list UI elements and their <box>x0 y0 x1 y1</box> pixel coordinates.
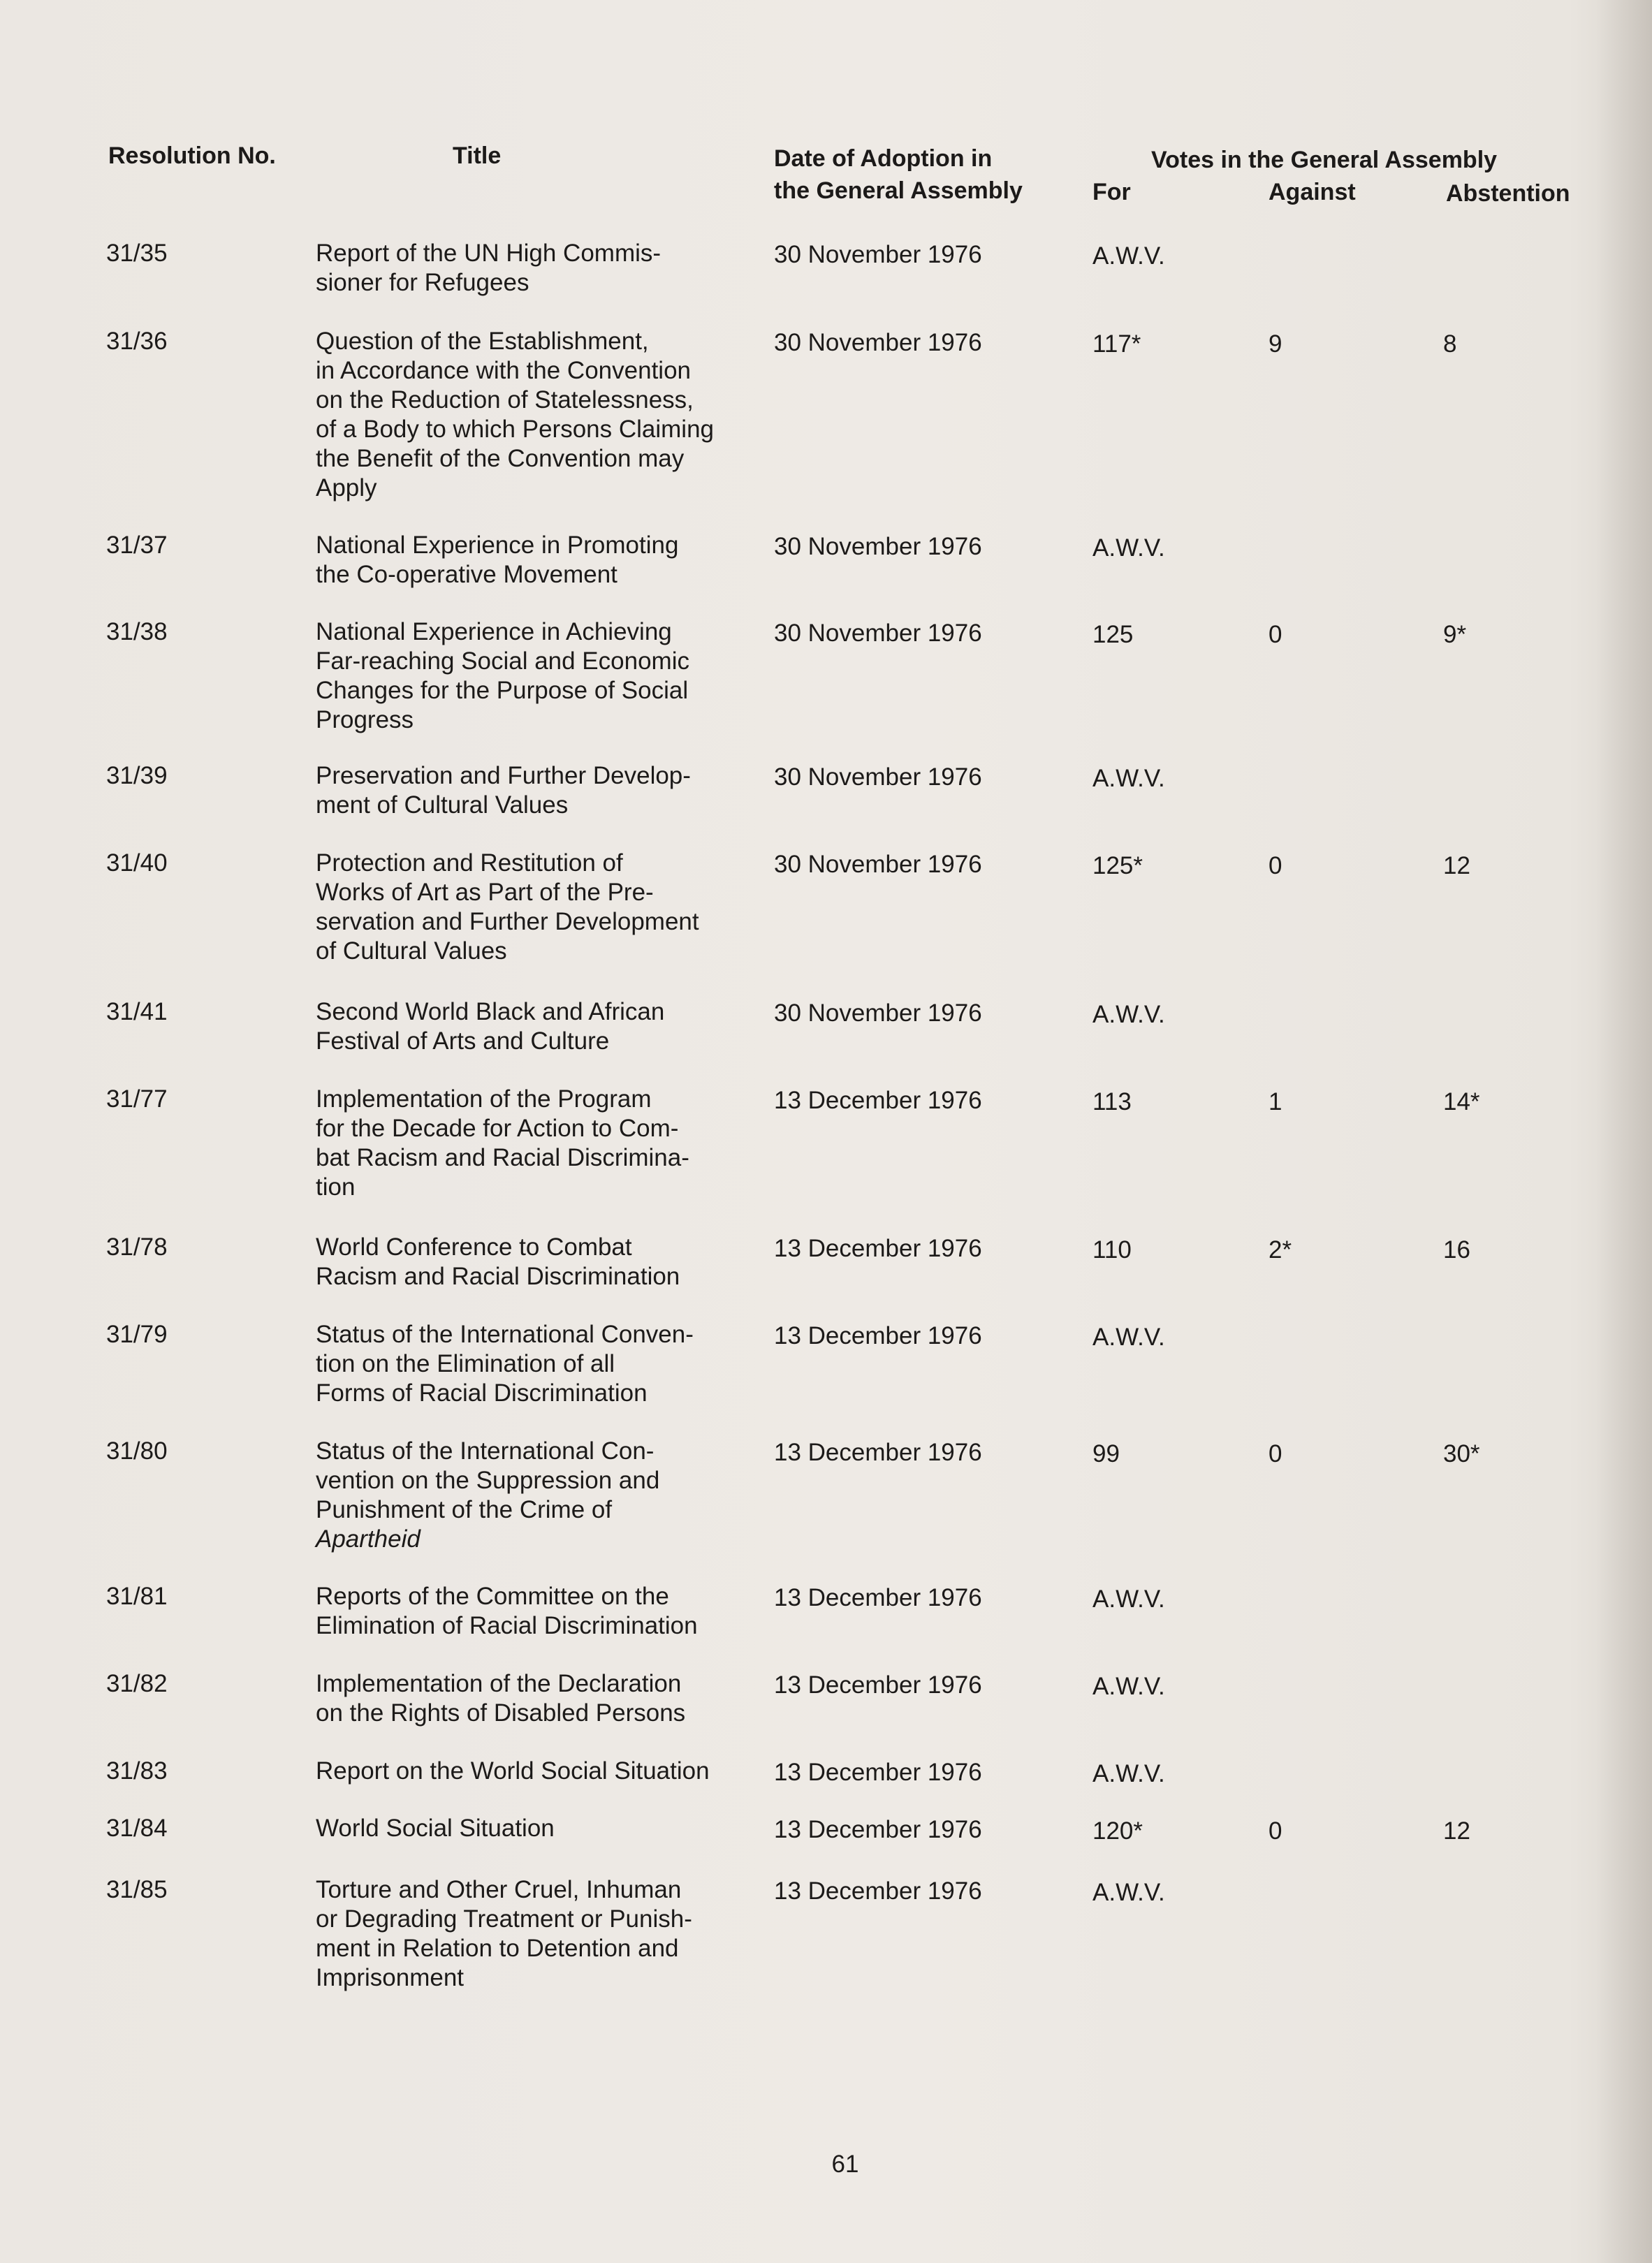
resolution-number: 31/38 <box>106 618 168 645</box>
date-of-adoption: 13 December 1976 <box>774 1671 982 1699</box>
votes-for: A.W.V. <box>1092 1585 1165 1613</box>
votes-against: 2* <box>1269 1236 1292 1264</box>
resolution-number: 31/39 <box>106 762 168 789</box>
votes-for: 110 <box>1092 1236 1132 1264</box>
resolution-title-line: ment of Cultural Values <box>316 791 569 819</box>
resolution-title <box>316 1320 763 1408</box>
votes-for: 113 <box>1092 1088 1132 1115</box>
date-of-adoption: 13 December 1976 <box>774 1235 982 1262</box>
resolution-title-line: sioner for Refugees <box>316 269 529 296</box>
header-title: Title <box>453 142 502 169</box>
resolution-title-line: Changes for the Purpose of Social <box>316 677 689 704</box>
votes-for: A.W.V. <box>1092 1879 1165 1906</box>
header-abstention: Abstention <box>1446 180 1570 207</box>
votes-abstention: 12 <box>1443 1817 1470 1845</box>
date-of-adoption: 13 December 1976 <box>774 1877 982 1905</box>
votes-for: A.W.V. <box>1092 1760 1165 1787</box>
header-date-line1: Date of Adoption in <box>774 145 993 172</box>
resolution-title-line: Apartheid <box>316 1525 421 1553</box>
resolution-title <box>316 1669 763 1728</box>
date-of-adoption: 30 November 1976 <box>774 329 982 356</box>
resolution-title-line: for the Decade for Action to Com- <box>316 1115 679 1142</box>
resolution-title-line: tion on the Elimination of all <box>316 1350 615 1377</box>
resolution-number: 31/78 <box>106 1233 168 1261</box>
resolution-title-line: Festival of Arts and Culture <box>316 1027 610 1055</box>
resolution-title <box>316 849 763 966</box>
resolution-title <box>316 617 763 735</box>
resolution-title <box>316 1437 763 1554</box>
resolution-title-line: of Cultural Values <box>316 937 507 965</box>
date-of-adoption: 30 November 1976 <box>774 241 982 268</box>
resolution-title-line: bat Racism and Racial Discrimina- <box>316 1144 689 1171</box>
resolution-title-line: the Co-operative Movement <box>316 561 617 588</box>
votes-against: 0 <box>1269 621 1282 648</box>
resolution-number: 31/83 <box>106 1757 168 1785</box>
resolution-title-line: servation and Further Development <box>316 908 699 935</box>
resolution-title-line: of a Body to which Persons Claiming <box>316 416 714 443</box>
resolution-title-line: Report of the UN High Commis- <box>316 240 661 267</box>
resolution-title-line: in Accordance with the Convention <box>316 357 691 384</box>
header-resolution-no: Resolution No. <box>108 142 276 169</box>
resolution-title <box>316 1233 763 1291</box>
resolution-title <box>316 1875 763 1993</box>
date-of-adoption: 30 November 1976 <box>774 851 982 878</box>
header-for: For <box>1092 179 1131 205</box>
resolution-title-line: vention on the Suppression and <box>316 1467 660 1494</box>
page-number: 61 <box>831 2151 859 2178</box>
votes-for: 120* <box>1092 1817 1143 1845</box>
resolution-title-line: Second World Black and African <box>316 998 665 1025</box>
date-of-adoption: 13 December 1976 <box>774 1759 982 1786</box>
resolution-number: 31/36 <box>106 328 168 355</box>
header-against: Against <box>1269 179 1356 205</box>
resolution-title-line: Imprisonment <box>316 1964 465 1991</box>
resolution-number: 31/37 <box>106 532 168 559</box>
resolution-title <box>316 997 763 1056</box>
votes-for: 99 <box>1092 1440 1120 1467</box>
resolution-title-line: World Conference to Combat <box>316 1233 632 1261</box>
resolution-number: 31/81 <box>106 1583 168 1610</box>
resolution-title-line: Elimination of Racial Discrimination <box>316 1612 698 1639</box>
resolution-title-line: Status of the International Con- <box>316 1437 655 1465</box>
votes-for: 117* <box>1092 330 1141 358</box>
votes-abstention: 9* <box>1443 621 1467 648</box>
date-of-adoption: 30 November 1976 <box>774 999 982 1027</box>
votes-abstention: 12 <box>1443 852 1470 879</box>
resolution-number: 31/40 <box>106 849 168 877</box>
resolution-title-line: Racism and Racial Discrimination <box>316 1263 680 1290</box>
resolution-title-line: on the Rights of Disabled Persons <box>316 1699 686 1727</box>
resolution-number: 31/35 <box>106 240 168 267</box>
resolution-number: 31/79 <box>106 1321 168 1348</box>
resolution-number: 31/85 <box>106 1876 168 1903</box>
votes-for: 125* <box>1092 852 1143 879</box>
resolution-title <box>316 531 763 589</box>
resolution-title <box>316 327 763 503</box>
votes-against: 1 <box>1269 1088 1282 1115</box>
votes-for: 125 <box>1092 621 1134 648</box>
resolution-title-line: Torture and Other Cruel, Inhuman <box>316 1876 682 1903</box>
resolution-title-line: Apply <box>316 474 377 501</box>
resolution-title <box>316 239 763 298</box>
resolution-title-line: Status of the International Conven- <box>316 1321 694 1348</box>
resolution-title <box>316 1814 763 1843</box>
resolution-title-line: tion <box>316 1173 356 1201</box>
date-of-adoption: 13 December 1976 <box>774 1816 982 1843</box>
resolution-title-line: National Experience in Promoting <box>316 532 679 559</box>
votes-against: 0 <box>1269 1440 1282 1467</box>
resolution-title-line: World Social Situation <box>316 1815 555 1842</box>
votes-for: A.W.V. <box>1092 765 1165 792</box>
votes-for: A.W.V. <box>1092 242 1165 270</box>
date-of-adoption: 13 December 1976 <box>774 1322 982 1349</box>
resolution-title-line: Implementation of the Declaration <box>316 1670 682 1697</box>
votes-abstention: 30* <box>1443 1440 1480 1467</box>
resolution-title <box>316 761 763 820</box>
votes-for: A.W.V. <box>1092 1001 1165 1028</box>
date-of-adoption: 30 November 1976 <box>774 620 982 647</box>
resolution-title-line: Report on the World Social Situation <box>316 1757 710 1785</box>
resolution-title-line: Preservation and Further Develop- <box>316 762 691 789</box>
resolution-title <box>316 1757 763 1786</box>
page-edge-shadow <box>1596 0 1652 2263</box>
resolution-title-line: the Benefit of the Convention may <box>316 445 685 472</box>
votes-against: 0 <box>1269 1817 1282 1845</box>
votes-abstention: 14* <box>1443 1088 1480 1115</box>
resolution-number: 31/41 <box>106 998 168 1025</box>
votes-against: 0 <box>1269 852 1282 879</box>
header-date-line2: the General Assembly <box>774 177 1023 204</box>
resolution-title-line: National Experience in Achieving <box>316 618 672 645</box>
resolution-number: 31/82 <box>106 1670 168 1697</box>
date-of-adoption: 13 December 1976 <box>774 1087 982 1114</box>
resolution-number: 31/80 <box>106 1437 168 1465</box>
date-of-adoption: 30 November 1976 <box>774 763 982 791</box>
date-of-adoption: 30 November 1976 <box>774 533 982 560</box>
resolution-title-line: Forms of Racial Discrimination <box>316 1379 648 1407</box>
resolution-number: 31/84 <box>106 1815 168 1842</box>
resolution-title-line: or Degrading Treatment or Punish- <box>316 1905 692 1933</box>
resolution-title-line: Protection and Restitution of <box>316 849 623 877</box>
date-of-adoption: 13 December 1976 <box>774 1584 982 1611</box>
votes-for: A.W.V. <box>1092 1324 1165 1351</box>
resolution-number: 31/77 <box>106 1085 168 1113</box>
resolution-title <box>316 1582 763 1641</box>
resolution-title-line: Question of the Establishment, <box>316 328 649 355</box>
resolution-title-line: Far-reaching Social and Economic <box>316 647 689 675</box>
resolution-title-line: on the Reduction of Statelessness, <box>316 386 694 413</box>
votes-against: 9 <box>1269 330 1282 358</box>
votes-for: A.W.V. <box>1092 1673 1165 1700</box>
resolution-title-line: Implementation of the Program <box>316 1085 652 1113</box>
header-votes: Votes in the General Assembly <box>1151 147 1498 173</box>
resolution-title-line: Progress <box>316 706 414 733</box>
date-of-adoption: 13 December 1976 <box>774 1439 982 1466</box>
resolution-title-line: Punishment of the Crime of <box>316 1496 613 1523</box>
votes-abstention: 8 <box>1443 330 1457 358</box>
resolution-title-line: Works of Art as Part of the Pre- <box>316 879 654 906</box>
resolution-title-line: Reports of the Committee on the <box>316 1583 669 1610</box>
votes-for: A.W.V. <box>1092 534 1165 562</box>
votes-abstention: 16 <box>1443 1236 1470 1264</box>
resolution-title <box>316 1085 763 1202</box>
resolution-title-line: ment in Relation to Detention and <box>316 1935 679 1962</box>
